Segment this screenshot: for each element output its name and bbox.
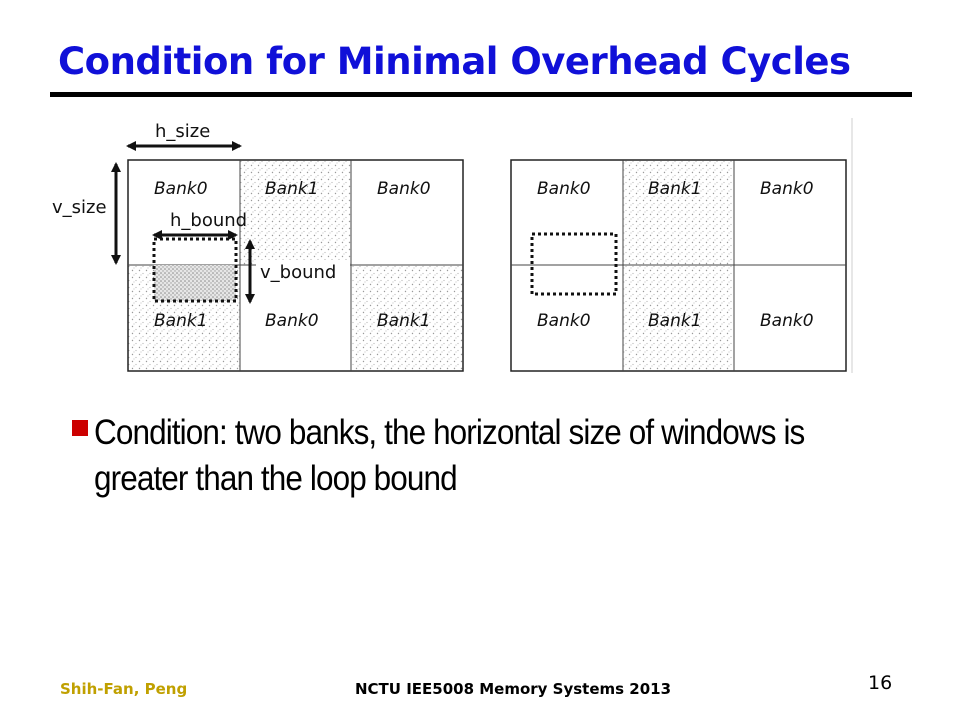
bullet-square-icon: [72, 420, 88, 436]
left-cell-label: Bank0: [154, 179, 208, 199]
page-number: 16: [868, 672, 893, 694]
footer-course: NCTU IEE5008 Memory Systems 2013: [355, 680, 672, 698]
left-cell-label: Bank1: [377, 311, 431, 331]
right-cell-0-0: [511, 160, 623, 265]
right-bank-grid: [511, 118, 852, 373]
right-cell-label: Bank0: [537, 179, 591, 199]
left-cell-label: Bank1: [265, 179, 319, 199]
left-bank-grid: [52, 121, 463, 371]
slide-title: Condition for Minimal Overhead Cycles: [58, 40, 851, 83]
right-cell-0-1: [623, 160, 734, 265]
right-cell-label: Bank0: [760, 311, 814, 331]
left-window-fill: [154, 265, 236, 301]
right-cell-label: Bank0: [537, 311, 591, 331]
h-size-label: h_size: [155, 121, 211, 142]
left-cell-label: Bank0: [265, 311, 319, 331]
v-bound-label: v_bound: [260, 262, 337, 283]
left-cell-label: Bank0: [377, 179, 431, 199]
left-cell-label: Bank1: [154, 311, 208, 331]
bank-diagram-svg: [40, 108, 860, 378]
right-cell-0-2: [734, 160, 846, 265]
h-bound-label: h_bound: [170, 210, 248, 231]
v-size-label: v_size: [52, 197, 107, 218]
left-cell-0-1: [240, 160, 351, 265]
left-cell-0-2: [351, 160, 463, 265]
bank-diagram: [40, 108, 860, 378]
footer-author: Shih-Fan, Peng: [60, 680, 188, 698]
bullet-text: Condition: two banks, the horizontal size of windows is greater than the loop bound: [94, 413, 805, 498]
right-cell-label: Bank1: [648, 311, 702, 331]
right-cell-label: Bank1: [648, 179, 702, 199]
right-cell-label: Bank0: [760, 179, 814, 199]
title-underline: [50, 92, 912, 97]
